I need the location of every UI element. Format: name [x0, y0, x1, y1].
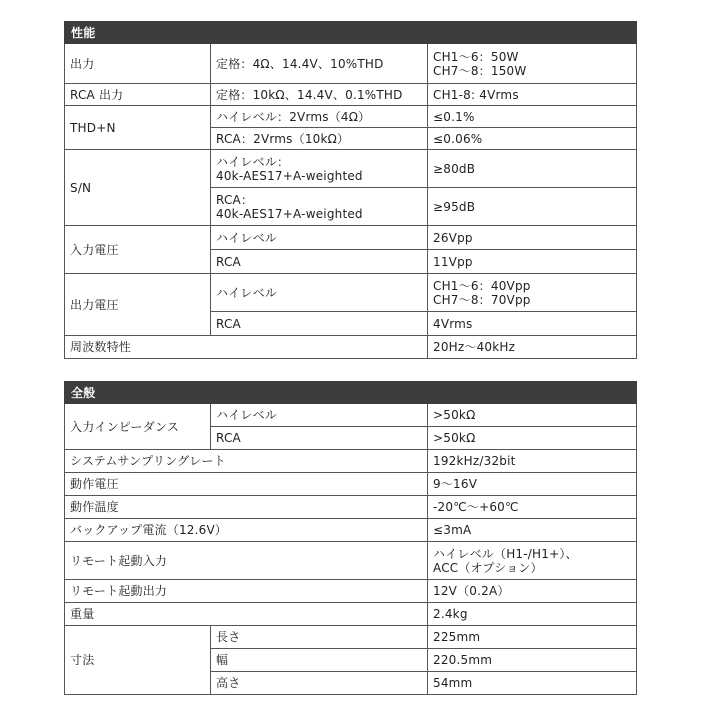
output-voltage-label: 出力電圧 — [65, 274, 211, 336]
rca-output-spec: 定格：10kΩ、14.4V、0.1%THD — [211, 84, 428, 106]
general-header: 全般 — [65, 382, 637, 404]
rca-output-value: CH1-8: 4Vrms — [428, 84, 637, 106]
thd-highlevel: ハイレベル：2Vrms（4Ω） — [211, 106, 428, 128]
sn-rca-line2: 40k-AES17+A-weighted — [216, 206, 363, 221]
output-value-line2: CH7～8：150W — [433, 63, 527, 78]
impedance-highlevel: ハイレベル — [211, 404, 428, 427]
weight-label: 重量 — [65, 603, 428, 626]
output-voltage-highlevel: ハイレベル — [211, 274, 428, 312]
remote-output-label: リモート起動出力 — [65, 580, 428, 603]
sn-label: S/N — [65, 150, 211, 226]
input-voltage-rca-value: 11Vpp — [428, 250, 637, 274]
sn-rca — [211, 188, 428, 226]
thd-rca: RCA：2Vrms（10kΩ） — [211, 128, 428, 150]
input-voltage-highlevel-value: 26Vpp — [428, 226, 637, 250]
general-spec-table — [64, 381, 637, 695]
output-voltage-rca: RCA — [211, 312, 428, 336]
operating-voltage-label: 動作電圧 — [65, 473, 428, 496]
backup-current-label: バックアップ電流（12.6V） — [65, 519, 428, 542]
sn-highlevel — [211, 150, 428, 188]
remote-input-value-line2: ACC（オプション） — [433, 560, 543, 575]
input-voltage-highlevel: ハイレベル — [211, 226, 428, 250]
thd-highlevel-value: ≤0.1% — [428, 106, 637, 128]
impedance-rca-value: >50kΩ — [428, 427, 637, 450]
thd-label: THD+N — [65, 106, 211, 150]
operating-voltage-value: 9～16V — [428, 473, 637, 496]
output-voltage-value-line2: CH7～8：70Vpp — [433, 292, 531, 307]
impedance-rca: RCA — [211, 427, 428, 450]
operating-temp-value: -20℃～+60℃ — [428, 496, 637, 519]
weight-value: 2.4kg — [428, 603, 637, 626]
performance-spec-table — [64, 21, 637, 359]
output-value — [428, 44, 637, 84]
impedance-highlevel-value: >50kΩ — [428, 404, 637, 427]
input-voltage-label: 入力電圧 — [65, 226, 211, 274]
sn-rca-line1: RCA： — [216, 192, 254, 207]
dimension-width-value: 220.5mm — [428, 649, 637, 672]
sn-highlevel-line2: 40k-AES17+A-weighted — [216, 168, 363, 183]
backup-current-value: ≤3mA — [428, 519, 637, 542]
performance-header: 性能 — [65, 22, 637, 44]
output-value-line1: CH1～6：50W — [433, 49, 519, 64]
remote-input-value-line1: ハイレベル（H1-/H1+）、 — [433, 546, 578, 561]
dimension-height-value: 54mm — [428, 672, 637, 695]
output-voltage-value-line1: CH1～6：40Vpp — [433, 278, 531, 293]
dimension-length-value: 225mm — [428, 626, 637, 649]
dimension-height-label: 高さ — [211, 672, 428, 695]
impedance-label: 入力インピーダンス — [65, 404, 211, 450]
remote-input-label: リモート起動入力 — [65, 542, 428, 580]
rca-output-label: RCA 出力 — [65, 84, 211, 106]
remote-input-value — [428, 542, 637, 580]
output-voltage-highlevel-value — [428, 274, 637, 312]
remote-output-value: 12V（0.2A） — [428, 580, 637, 603]
output-voltage-rca-value: 4Vrms — [428, 312, 637, 336]
dimension-length-label: 長さ — [211, 626, 428, 649]
frequency-response-label: 周波数特性 — [65, 336, 428, 359]
sample-rate-label: システムサンプリングレート — [65, 450, 428, 473]
output-spec: 定格：4Ω、14.4V、10%THD — [211, 44, 428, 84]
sn-highlevel-line1: ハイレベル： — [216, 154, 290, 169]
output-label: 出力 — [65, 44, 211, 84]
input-voltage-rca: RCA — [211, 250, 428, 274]
operating-temp-label: 動作温度 — [65, 496, 428, 519]
dimension-width-label: 幅 — [211, 649, 428, 672]
dimensions-label: 寸法 — [65, 626, 211, 695]
sn-rca-value: ≥95dB — [428, 188, 637, 226]
sn-highlevel-value: ≥80dB — [428, 150, 637, 188]
thd-rca-value: ≤0.06% — [428, 128, 637, 150]
sample-rate-value: 192kHz/32bit — [428, 450, 637, 473]
frequency-response-value: 20Hz～40kHz — [428, 336, 637, 359]
